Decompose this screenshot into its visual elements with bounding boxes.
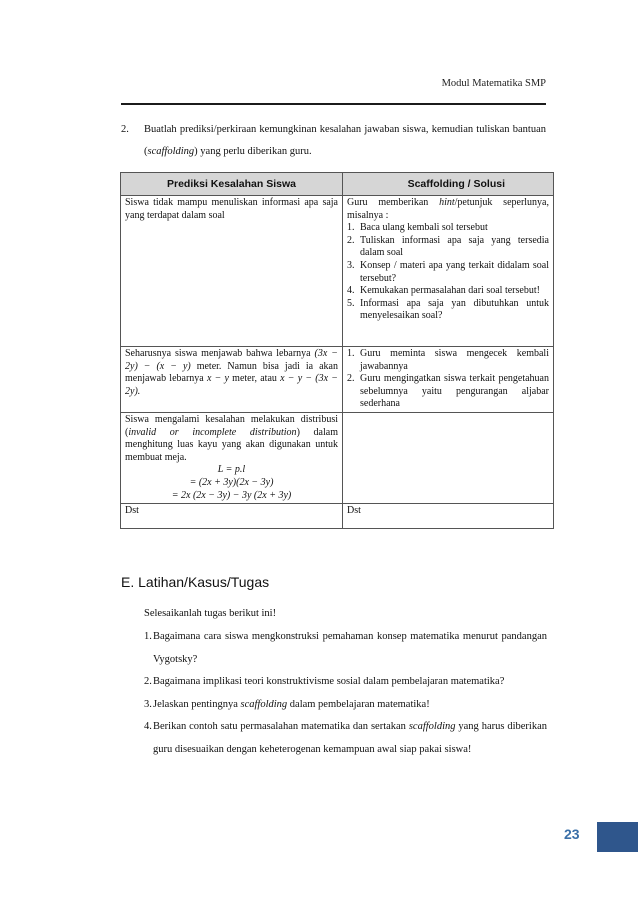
list-item: 2. Tuliskan informasi apa saja yang tersedia dalam soal	[347, 234, 549, 259]
prediction-text: Siswa mengalami kesalahan melakukan distribusi (invalid or incomplete distribution) dalam menghitung luas kayu yang akan digunakan untuk membuat meja.	[125, 413, 338, 463]
running-header: Modul Matematika SMP	[441, 78, 546, 89]
table-cell-prediction: Dst	[121, 504, 343, 529]
solution-intro: Guru memberikan hint/petunjuk seperlunya, misalnya :	[347, 197, 549, 221]
table-row	[121, 504, 554, 529]
list-item: 1. Guru meminta siswa mengecek kembali jawabannya	[347, 348, 549, 372]
list-item: 5. Informasi apa saja yan dibutuhkan untuk menyelesaikan soal?	[347, 297, 549, 322]
solution-list	[347, 222, 549, 323]
question-text: Buatlah prediksi/perkiraan kemungkinan kesalahan jawaban siswa, kemudian tuliskan bantuan (scaffolding) yang perlu diberikan guru.	[144, 124, 546, 157]
question-2	[121, 119, 546, 163]
math-line: L = p.l	[217, 464, 246, 476]
table-row	[121, 412, 554, 503]
exercise-list	[121, 626, 547, 761]
list-item: 4. Kemukakan permasalahan dari soal tersebut!	[347, 285, 540, 297]
table-cell-solution	[343, 196, 554, 347]
math-line: = 2x (2x − 3y) − 3y (2x + 3y)	[171, 489, 292, 501]
section-intro: Selesaikanlah tugas berikut ini!	[144, 608, 277, 619]
table-cell-solution: Dst	[343, 504, 554, 529]
table-header-row	[121, 173, 554, 196]
table-cell-prediction: Siswa tidak mampu menuliskan informasi apa saja yang terdapat dalam soal	[121, 196, 343, 347]
column-header-scaffolding: Scaffolding / Solusi	[343, 173, 554, 196]
page-number: 23	[564, 826, 580, 842]
table-row	[121, 196, 554, 347]
section-heading: E. Latihan/Kasus/Tugas	[121, 574, 270, 590]
list-item: 4. Berikan contoh satu permasalahan matematika dan sertakan scaffolding yang harus diberikan guru disesuaikan dengan keheterogenan kemampuan awal siap pakai siswa!	[144, 721, 547, 755]
list-item: 3. Konsep / materi apa yang terkait didalam soal tersebut?	[347, 259, 549, 284]
list-item: 2. Bagaimana implikasi teori konstruktivisme sosial dalam pembelajaran matematika?	[144, 676, 505, 687]
header-rule	[121, 103, 546, 105]
list-item: 1. Baca ulang kembali sol tersebut	[347, 222, 488, 234]
math-line: = (2x + 3y)(2x − 3y)	[189, 476, 274, 488]
table-row	[121, 347, 554, 413]
table-cell-solution	[343, 412, 554, 503]
list-item: 3. Jelaskan pentingnya scaffolding dalam pembelajaran matematika!	[144, 698, 430, 710]
column-header-prediction: Prediksi Kesalahan Siswa	[121, 173, 343, 196]
solution-list	[347, 348, 549, 411]
table-cell-prediction: Seharusnya siswa menjawab bahwa lebarnya (3x − 2y) − (x − y) meter. Namun bisa jadi ia akan menjawab lebarnya x − y meter, atau x − y − (3x − 2y).	[121, 347, 343, 413]
table-cell-prediction	[121, 412, 343, 503]
question-number: 2.	[121, 124, 129, 135]
list-item: 2. Guru mengingatkan siswa terkait pengetahuan sebelumnya yaitu pengurangan aljabar sederhana	[347, 373, 549, 410]
table-cell-solution	[343, 347, 554, 413]
page-accent-block	[597, 822, 638, 852]
list-item: 1. Bagaimana cara siswa mengkonstruksi pemahaman konsep matematika menurut pandangan Vygotsky?	[144, 631, 547, 665]
error-prediction-table	[120, 172, 554, 529]
